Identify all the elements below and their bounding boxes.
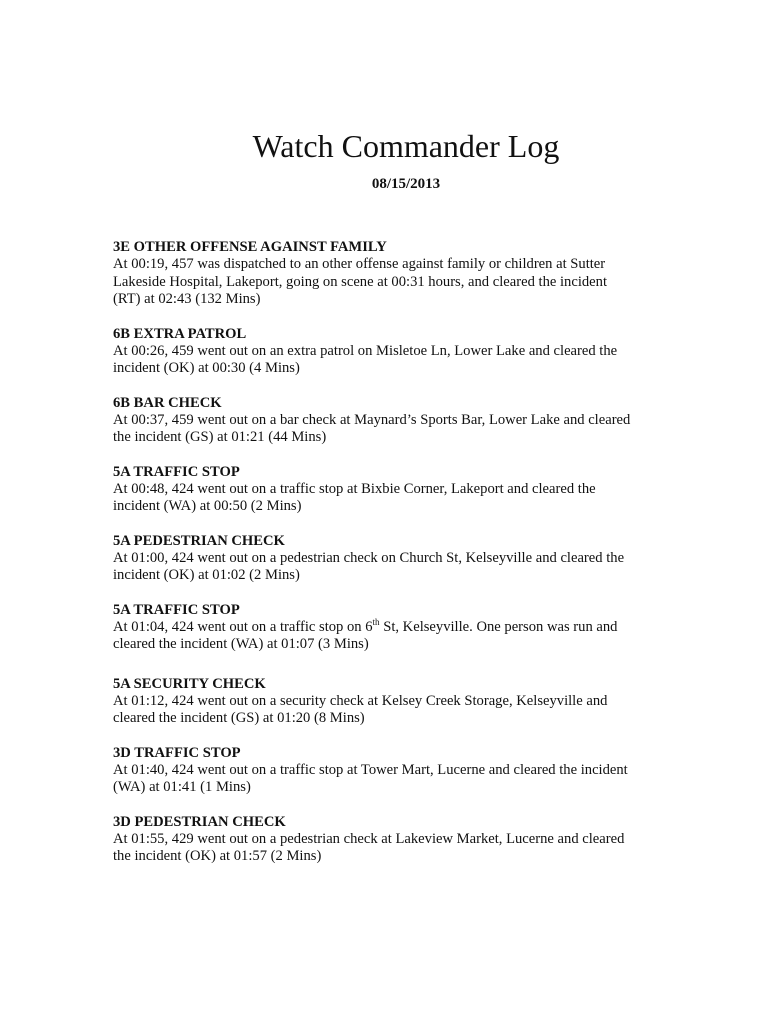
- log-entries: [113, 238, 673, 866]
- entry-line: At 00:37, 459 went out on a bar check at Maynard’s Sports Bar, Lower Lake and cleared: [113, 411, 631, 428]
- log-entry: [113, 532, 673, 585]
- entry-line-text: At 01:04, 424 went out on a traffic stop on 6: [113, 618, 373, 635]
- log-entry: [113, 744, 673, 797]
- entry-heading: 6B EXTRA PATROL: [113, 325, 247, 342]
- log-entry: [113, 601, 673, 654]
- entry-heading: 5A TRAFFIC STOP: [113, 463, 240, 480]
- entry-line: At 00:48, 424 went out on a traffic stop at Bixbie Corner, Lakeport and cleared the: [113, 480, 596, 497]
- entry-line: At 01:55, 429 went out on a pedestrian check at Lakeview Market, Lucerne and cleared: [113, 830, 625, 847]
- entry-line: the incident (GS) at 01:21 (44 Mins): [113, 429, 327, 445]
- entry-line: cleared the incident (GS) at 01:20 (8 Mins): [113, 710, 365, 726]
- entry-heading: 6B BAR CHECK: [113, 394, 222, 411]
- entry-line: cleared the incident (WA) at 01:07 (3 Mins): [113, 636, 369, 652]
- log-entry: [113, 325, 673, 378]
- entry-line-text: St, Kelseyville. One person was run and: [379, 618, 618, 635]
- log-entry: [113, 813, 673, 866]
- entry-line: [113, 616, 673, 637]
- entry-line: At 00:19, 457 was dispatched to an other offense against family or children at Sutter: [113, 256, 606, 272]
- entry-heading: 5A TRAFFIC STOP: [113, 601, 240, 618]
- entry-heading: 5A PEDESTRIAN CHECK: [113, 532, 285, 549]
- entry-line: Lakeside Hospital, Lakeport, going on scene at 00:31 hours, and cleared the incident: [113, 273, 608, 290]
- entry-line: incident (OK) at 00:30 (4 Mins): [113, 360, 300, 376]
- entry-line: (WA) at 01:41 (1 Mins): [113, 779, 251, 795]
- entry-heading: 3E OTHER OFFENSE AGAINST FAMILY: [113, 239, 387, 255]
- log-date: 08/15/2013: [371, 176, 441, 192]
- entry-heading: 5A SECURITY CHECK: [113, 675, 266, 692]
- log-entry: [113, 238, 673, 309]
- entry-line: At 01:12, 424 went out on a security check at Kelsey Creek Storage, Kelseyville and: [113, 692, 608, 709]
- entry-line: At 01:40, 424 went out on a traffic stop at Tower Mart, Lucerne and cleared the incident: [113, 761, 628, 778]
- log-entry: [113, 394, 673, 447]
- entry-line: incident (OK) at 01:02 (2 Mins): [113, 567, 300, 583]
- entry-line: At 01:00, 424 went out on a pedestrian check on Church St, Kelseyville and cleared the: [113, 549, 625, 566]
- entry-line: (RT) at 02:43 (132 Mins): [113, 291, 261, 307]
- entry-line: the incident (OK) at 01:57 (2 Mins): [113, 848, 322, 864]
- entry-line: At 00:26, 459 went out on an extra patrol on Misletoe Ln, Lower Lake and cleared the: [113, 342, 618, 359]
- entry-heading: 3D PEDESTRIAN CHECK: [113, 813, 286, 830]
- log-entry: [113, 675, 673, 728]
- ordinal-suffix: th: [372, 616, 380, 627]
- entry-heading: 3D TRAFFIC STOP: [113, 744, 241, 761]
- log-entry: [113, 463, 673, 516]
- entry-line: incident (WA) at 00:50 (2 Mins): [113, 498, 302, 514]
- page-title: Watch Commander Log: [252, 128, 560, 164]
